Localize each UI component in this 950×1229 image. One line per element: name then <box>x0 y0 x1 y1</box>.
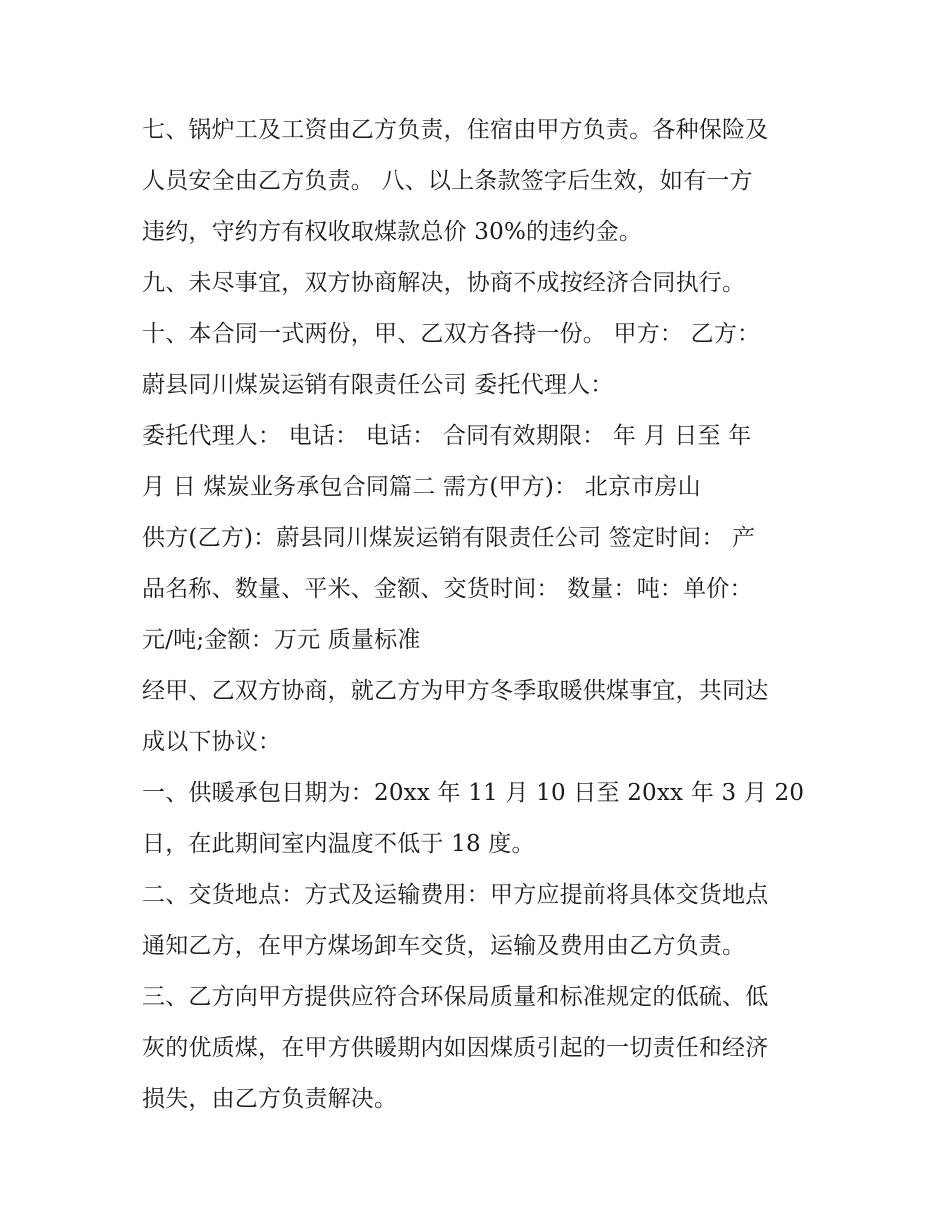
text-line: 违约，守约方有权收取煤款总价 30%的违约金。 <box>142 219 643 245</box>
text-line: 供方(乙方)：蔚县同川煤炭运销有限责任公司 签定时间： 产 <box>142 525 756 551</box>
text-line: 委托代理人： 电话： 电话： 合同有效期限： 年 月 日至 年 <box>142 423 752 449</box>
text-line: 灰的优质煤，在甲方供暖期内如因煤质引起的一切责任和经济 <box>142 1035 769 1061</box>
text-line: 元/吨;金额：万元 质量标准 <box>142 627 421 653</box>
text-line: 成以下协议： <box>142 729 282 755</box>
text-line: 七、锅炉工及工资由乙方负责，住宿由甲方负责。各种保险及 <box>142 117 769 143</box>
text-line: 蔚县同川煤炭运销有限责任公司 委托代理人： <box>142 372 614 398</box>
text-line: 人员安全由乙方负责。 八、以上条款签字后生效，如有一方 <box>142 168 753 194</box>
text-line: 九、未尽事宜，双方协商解决，协商不成按经济合同执行。 <box>142 270 746 296</box>
text-line: 通知乙方，在甲方煤场卸车交货，运输及费用由乙方负责。 <box>142 933 746 959</box>
text-line: 经甲、乙双方协商，就乙方为甲方冬季取暖供煤事宜，共同达 <box>142 678 769 704</box>
text-line: 品名称、数量、平米、金额、交货时间： 数量：吨：单价： <box>142 576 753 602</box>
text-line: 一、供暖承包日期为：20xx 年 11 月 10 日至 20xx 年 3 月 20 <box>142 780 805 806</box>
text-line: 二、交货地点：方式及运输费用：甲方应提前将具体交货地点 <box>142 882 769 908</box>
text-line: 十、本合同一式两份，甲、乙双方各持一份。 甲方： 乙方： <box>142 321 761 347</box>
document-body <box>142 105 822 1125</box>
text-line: 日，在此期间室内温度不低于 18 度。 <box>142 831 535 857</box>
text-line: 损失，由乙方负责解决。 <box>142 1086 398 1112</box>
text-line: 月 日 煤炭业务承包合同篇二 需方(甲方)： 北京市房山 <box>142 474 701 500</box>
text-line: 三、乙方向甲方提供应符合环保局质量和标准规定的低硫、低 <box>142 984 769 1010</box>
